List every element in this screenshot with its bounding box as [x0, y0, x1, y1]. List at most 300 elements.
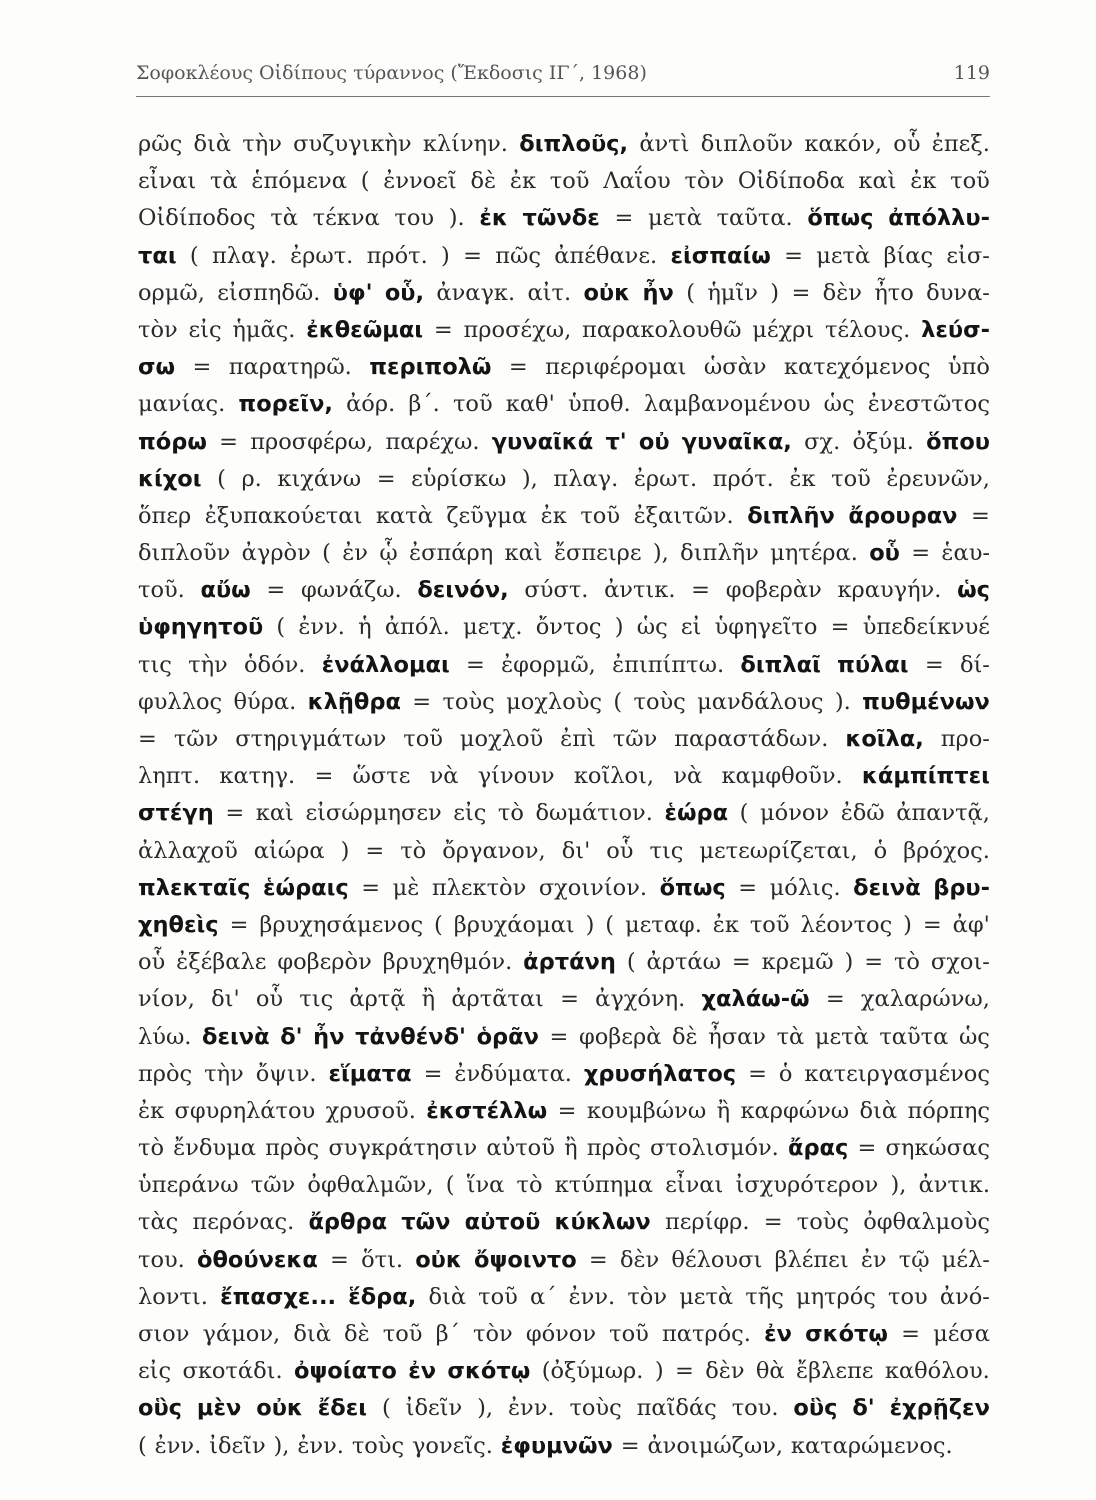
- gloss-word: Λαΐου: [603, 168, 671, 195]
- gloss-word: (: [626, 949, 636, 976]
- gloss-word: εἰσπηδῶ.: [217, 279, 321, 306]
- gloss-word: φυλλος: [138, 688, 223, 715]
- headword: αὐτοῦ: [464, 1209, 541, 1236]
- page-number: 119: [953, 62, 990, 84]
- gloss-word: ἐρωτ.: [633, 465, 698, 492]
- gloss-word: (: [381, 1395, 391, 1422]
- gloss-word: μόνον: [760, 800, 830, 827]
- gloss-word: καθ': [505, 391, 555, 418]
- headword: οὗ: [869, 540, 900, 567]
- gloss-word: τὰς: [138, 1209, 179, 1236]
- gloss-word: ),: [890, 1172, 907, 1199]
- gloss-word: =: [825, 986, 845, 1013]
- gloss-word: Οἰδίποδα: [737, 168, 845, 195]
- gloss-word: =: [614, 205, 634, 232]
- gloss-word: γίνουν: [477, 763, 555, 790]
- gloss-word: αἰώρα: [253, 837, 325, 864]
- gloss-word: =: [361, 874, 381, 901]
- gloss-word: ἵνα: [466, 1172, 505, 1199]
- headword: οὗ,: [384, 279, 425, 306]
- gloss-word: τῶν: [250, 1172, 296, 1199]
- gloss-word: (: [686, 279, 695, 306]
- gloss-word: ἀπέθανε.: [554, 242, 658, 269]
- gloss-word: =: [225, 800, 245, 827]
- headword: γυναῖκα,: [681, 428, 792, 455]
- gloss-word: θύρα.: [233, 688, 297, 715]
- gloss-word: μετχ.: [463, 614, 523, 641]
- gloss-word: =: [620, 1432, 640, 1459]
- gloss-word: ὑφηγεῖτο: [714, 614, 818, 641]
- gloss-word: τὰ: [209, 168, 238, 195]
- gloss-word: τὰ: [776, 1023, 805, 1050]
- gloss-word: ὅπερ: [138, 502, 192, 529]
- headword: κλῇθρα: [307, 688, 401, 715]
- gloss-word: =: [830, 614, 850, 641]
- gloss-word: δὲν: [619, 1246, 660, 1273]
- gloss-word: ἐρευνῶν,: [886, 465, 990, 492]
- gloss-word: ἑαυ-: [941, 540, 990, 567]
- gloss-word: σχοι-: [930, 949, 990, 976]
- headword: ὡς: [957, 577, 990, 604]
- gloss-word: =: [588, 1246, 608, 1273]
- gloss-word: φοβερὰν: [725, 577, 822, 604]
- text-line: [138, 833, 990, 870]
- gloss-word: μὲ: [392, 874, 420, 901]
- gloss-word: τῆς: [745, 1283, 784, 1310]
- gloss-word: πλαγ.: [553, 465, 619, 492]
- gloss-word: περιφέρομαι: [545, 354, 687, 381]
- headword: ἔπασχε...: [220, 1283, 337, 1310]
- gloss-word: ἀπόλ.: [384, 614, 450, 641]
- gloss-word: ): [654, 1358, 664, 1385]
- gloss-word: ἔνδυμα: [173, 1135, 256, 1162]
- gloss-word: πλεκτὸν: [431, 874, 527, 901]
- gloss-word: ἀρτάω: [646, 949, 721, 976]
- gloss-word: παρακολουθῶ: [582, 316, 742, 343]
- gloss-word: εἰσώρμησεν: [305, 800, 442, 827]
- gloss-word: ἐπεξ.: [931, 131, 990, 157]
- gloss-word: φωνάζω.: [300, 577, 402, 604]
- text-line: [138, 312, 990, 349]
- gloss-word: τῶν: [173, 726, 219, 752]
- gloss-word: ὄψιν.: [255, 1060, 317, 1087]
- gloss-word: =: [864, 949, 884, 976]
- headword: ἐκ: [479, 205, 508, 232]
- gloss-word: ὁ: [873, 837, 888, 864]
- gloss-word: ).: [834, 688, 851, 715]
- gloss-word: ᾧ: [379, 540, 398, 567]
- gloss-word: β΄.: [408, 391, 440, 418]
- gloss-word: ἢ: [564, 1135, 578, 1162]
- gloss-word: (: [360, 168, 370, 195]
- headword: δεινὰ: [202, 1023, 270, 1050]
- headword: κάμπίπτει: [861, 763, 990, 790]
- gloss-word: λύω.: [138, 1023, 192, 1050]
- gloss-word: τοῦ.: [138, 577, 185, 604]
- gloss-word: βρυχηθμόν.: [382, 949, 513, 976]
- gloss-word: τὸν: [627, 1283, 668, 1310]
- headword: δ': [852, 1395, 875, 1422]
- gloss-word: τοῦ: [831, 465, 871, 492]
- gloss-word: =: [465, 651, 485, 678]
- text-line: [138, 238, 990, 275]
- headword: πλεκταῖς: [138, 874, 251, 901]
- gloss-word: τοῦ: [580, 502, 621, 529]
- gloss-word: ἀρτᾶται: [451, 986, 544, 1013]
- text-line: [138, 870, 990, 907]
- headword: ται: [138, 242, 177, 269]
- gloss-word: ρ.: [241, 465, 262, 492]
- gloss-word: σιον: [138, 1321, 190, 1347]
- headword: ἄρθρα: [308, 1209, 388, 1236]
- headword: στέγη: [138, 800, 214, 827]
- gloss-word: ὀφθαλμῶν,: [307, 1172, 434, 1199]
- headword: σκότῳ: [447, 1358, 531, 1385]
- gloss-word: παραστάδων.: [674, 726, 829, 752]
- headword: ἀρτάνη: [523, 949, 616, 976]
- text-line: [138, 758, 990, 795]
- gloss-word: α΄: [530, 1283, 557, 1310]
- gloss-word: κακόν,: [804, 131, 883, 157]
- gloss-word: μέλ-: [941, 1246, 990, 1273]
- gloss-word: τις: [649, 837, 684, 864]
- gloss-word: κρεμῶ: [761, 949, 834, 976]
- gloss-word: τοὺς: [633, 688, 686, 715]
- gloss-word: περόνας.: [192, 1209, 295, 1236]
- text-line: [138, 684, 990, 721]
- gloss-word: β΄: [435, 1321, 460, 1347]
- gloss-word: =: [784, 242, 803, 269]
- gloss-word: εὑρίσκω: [411, 465, 507, 492]
- gloss-word: λαμβανομένου: [643, 391, 811, 418]
- gloss-word: τοὺς: [796, 1209, 850, 1236]
- headword: ὅπως: [659, 874, 726, 901]
- gloss-word: ὡς: [958, 1023, 990, 1050]
- text-line: [138, 572, 990, 609]
- gloss-word: θέλουσι: [671, 1246, 763, 1273]
- headword: κύκλων: [554, 1209, 651, 1236]
- gloss-word: εἰ: [680, 614, 702, 641]
- gloss-word: διὰ: [859, 1097, 898, 1124]
- gloss-word: καταρώμενος.: [790, 1432, 953, 1459]
- text-line: [138, 1428, 990, 1465]
- gloss-word: νὰ: [429, 763, 459, 790]
- gloss-word: ),: [652, 540, 669, 567]
- gloss-word: βρυχησάμενος: [259, 911, 424, 938]
- headword: ἕδρα,: [348, 1283, 417, 1310]
- gloss-word: (: [605, 911, 615, 938]
- gloss-word: =: [423, 1060, 443, 1087]
- gloss-word: εἰς: [188, 316, 222, 343]
- text-line: [138, 1390, 990, 1427]
- headword: πορεῖν,: [238, 391, 333, 418]
- gloss-word: μέσα: [933, 1321, 990, 1347]
- gloss-word: ληπτ.: [138, 763, 201, 790]
- headword: ἐκθεῶμαι: [306, 316, 424, 343]
- gloss-word: ἐκ: [789, 465, 816, 492]
- gloss-word: ὑπεράνω: [138, 1172, 239, 1199]
- headword: ἐν: [408, 1358, 437, 1385]
- gloss-word: καρφώνω: [740, 1097, 850, 1124]
- gloss-word: διὰ: [193, 131, 232, 157]
- gloss-word: ἐξέβαλε: [176, 949, 267, 976]
- gloss-word: παρατηρῶ.: [228, 354, 352, 381]
- gloss-word: εἰσ-: [946, 242, 990, 269]
- gloss-word: (: [276, 614, 286, 641]
- headword: οὓς: [793, 1395, 838, 1422]
- gloss-word: ἀγρὸν: [241, 540, 311, 567]
- gloss-word: παρέχω.: [385, 428, 480, 455]
- gloss-word: ἐνδύματα.: [454, 1060, 572, 1087]
- gloss-word: τοῦ: [382, 1321, 423, 1347]
- headword: γυναῖκά: [491, 428, 594, 455]
- gloss-word: ἰδεῖν: [209, 1432, 266, 1459]
- headword: ἑώρα: [664, 800, 729, 827]
- gloss-word: κοῖλοι,: [573, 763, 655, 790]
- gloss-word: ὑπεδείκνυέ: [862, 614, 990, 641]
- gloss-word: λοντι.: [138, 1283, 208, 1310]
- gloss-word: μοχλοὺς: [506, 688, 603, 715]
- gloss-word: τὴν: [188, 651, 228, 678]
- gloss-word: σχοινίον.: [538, 874, 648, 901]
- text-line: [138, 275, 990, 312]
- gloss-word: =: [138, 726, 157, 752]
- gloss-word: εἶναι: [665, 1172, 724, 1199]
- gloss-word: ὄργανον,: [442, 837, 546, 864]
- text-line: [138, 795, 990, 832]
- gloss-word: ορμῶ,: [138, 279, 205, 306]
- gloss-word: ἐνν.: [297, 1432, 344, 1459]
- gloss-word: ),: [273, 1432, 290, 1459]
- gloss-word: ἀναγκ.: [436, 279, 516, 306]
- headword: δεινόν,: [417, 577, 509, 604]
- headword: ἐν: [764, 1321, 792, 1347]
- gloss-word: =: [365, 837, 385, 864]
- gloss-word: =: [549, 1023, 569, 1050]
- gloss-word: =: [557, 1097, 577, 1124]
- gloss-word: ἐξαιτῶν.: [633, 502, 734, 529]
- headword: δ': [280, 1023, 303, 1050]
- gloss-word: χρυσοῦ.: [325, 1097, 416, 1124]
- headword: ὁθούνεκα: [197, 1246, 318, 1273]
- gloss-word: ὡς: [636, 614, 668, 641]
- gloss-word: (: [445, 1172, 455, 1199]
- gloss-word: μετεωρίζεται,: [699, 837, 858, 864]
- gloss-word: ὀξύμ.: [852, 428, 914, 455]
- gloss-word: ὑποθ.: [567, 391, 631, 418]
- gloss-word: τῷ: [898, 1246, 930, 1273]
- gloss-word: ἔσπειρε: [553, 540, 642, 567]
- gloss-word: ζεῦγμα: [446, 502, 528, 529]
- gloss-word: κτύπημα: [554, 1172, 653, 1199]
- gloss-word: μεταφ.: [625, 911, 702, 938]
- gloss-word: μητρός: [795, 1283, 876, 1310]
- gloss-word: τοῦ: [609, 1321, 649, 1347]
- gloss-word: ὑπὸ: [947, 354, 990, 381]
- headword: σκότῳ: [805, 1321, 888, 1347]
- gloss-word: ἐδῶ: [840, 800, 885, 827]
- gloss-word: κιχάνω: [277, 465, 362, 492]
- gloss-word: ἐκ: [910, 168, 937, 195]
- gloss-word: ἔβλεπε: [796, 1358, 874, 1385]
- gloss-word: =: [266, 577, 286, 604]
- gloss-word: ἐξυπακούεται: [204, 502, 363, 529]
- headword: διπλῆν: [747, 502, 835, 529]
- gloss-word: νὰ: [673, 763, 703, 790]
- gloss-word: δὲ: [470, 168, 497, 195]
- gloss-word: μετὰ: [814, 1023, 869, 1050]
- gloss-word: =: [463, 242, 482, 269]
- gloss-word: καμφθοῦν.: [721, 763, 843, 790]
- text-line: [138, 126, 990, 163]
- gloss-word: στηριγμάτων: [235, 726, 387, 752]
- gloss-word: ἐνν.: [507, 1395, 555, 1422]
- headword: οὐκ: [415, 1246, 462, 1273]
- gloss-word: τὴν: [242, 131, 282, 157]
- gloss-word: =: [219, 428, 238, 455]
- headword: ἐνάλλομαι: [321, 651, 450, 678]
- gloss-word: =: [560, 986, 579, 1013]
- headword: διπλαῖ: [740, 651, 821, 678]
- gloss-word: ἀλλαχοῦ: [138, 837, 238, 864]
- gloss-word: ἐν: [860, 1246, 887, 1273]
- text-line: [138, 1056, 990, 1093]
- gloss-word: πλαγ.: [211, 242, 277, 269]
- gloss-word: ἀόρ.: [346, 391, 396, 418]
- header-title: Σοφοκλέους Οἰδίπους τύραννος (Ἔκδοσις ΙΓ΄, 1968): [136, 62, 647, 84]
- gloss-word: βρόχος.: [903, 837, 990, 864]
- gloss-word: οὗ: [255, 986, 284, 1013]
- gloss-word: ): [441, 242, 450, 269]
- headword: πύλαι: [837, 651, 909, 678]
- gloss-word: ): [585, 911, 595, 938]
- gloss-word: πρότ.: [366, 242, 428, 269]
- gloss-word: (: [739, 800, 749, 827]
- gloss-word: ἀπαντᾷ,: [896, 800, 990, 827]
- gloss-word: κουμβώνω: [586, 1097, 707, 1124]
- headword: πόρω: [138, 428, 207, 455]
- gloss-word: =: [229, 911, 249, 938]
- gloss-word: (: [613, 688, 623, 715]
- gloss-word: (ὀξύμωρ.: [541, 1358, 644, 1385]
- text-line: [138, 498, 990, 535]
- gloss-word: =: [922, 911, 942, 938]
- headword: οὐκ: [583, 279, 631, 306]
- gloss-word: μόλις.: [769, 874, 841, 901]
- gloss-word: ἡμῖν: [707, 279, 758, 306]
- headword: διπλοῦς,: [519, 131, 629, 157]
- gloss-word: ὁδόν.: [243, 651, 306, 678]
- headword: οὓς: [138, 1395, 182, 1422]
- headword: οὐκ: [256, 1395, 303, 1422]
- gloss-word: εἰς: [453, 800, 487, 827]
- gloss-word: πῶς: [495, 242, 541, 269]
- gloss-word: κραυγήν.: [837, 577, 942, 604]
- gloss-word: ἐννοεῖ: [383, 168, 457, 195]
- gloss-word: ἰσχυρότερον: [735, 1172, 879, 1199]
- header-rule: [136, 96, 990, 97]
- gloss-word: ἐκ: [138, 1097, 165, 1124]
- gloss-word: =: [508, 354, 528, 381]
- text-line: [138, 1093, 990, 1130]
- gloss-word: (: [433, 911, 443, 938]
- gloss-word: καθόλου.: [884, 1358, 990, 1385]
- gloss-word: τὸ: [893, 949, 920, 976]
- text-line: [138, 1167, 990, 1204]
- text-line: [138, 1242, 990, 1279]
- gloss-word: του.: [731, 1395, 779, 1422]
- gloss-word: μετὰ: [816, 242, 871, 269]
- headword: ὅπως: [807, 205, 874, 232]
- gloss-word: =: [691, 577, 711, 604]
- gloss-word: ἢ: [421, 986, 436, 1013]
- gloss-word: διπλῆν: [680, 540, 759, 567]
- gloss-word: κατειργασμένος: [804, 1060, 990, 1087]
- gloss-word: ἑπόμενα: [251, 168, 347, 195]
- gloss-word: τοὺς: [351, 1432, 405, 1459]
- gloss-word: δὲ: [344, 1321, 370, 1347]
- gloss-word: τοῦ: [950, 168, 990, 195]
- gloss-word: τὴν: [204, 1060, 244, 1087]
- gloss-word: σχ.: [804, 428, 841, 455]
- gloss-word: ): [903, 911, 912, 938]
- gloss-word: μέχρι: [752, 316, 815, 343]
- gloss-word: τοῦ: [549, 168, 590, 195]
- gloss-word: τοῦ: [452, 391, 493, 418]
- gloss-word: =: [731, 949, 751, 976]
- text-line: [138, 1204, 990, 1241]
- gloss-word: ἐρωτ.: [290, 242, 354, 269]
- gloss-word: ἐκ: [540, 502, 567, 529]
- headword: δεινὰ: [853, 874, 921, 901]
- gloss-word: ἀνό-: [939, 1283, 990, 1310]
- headword: ὑφηγητοῦ: [138, 614, 264, 641]
- headword: βρυ-: [933, 874, 990, 901]
- gloss-word: =: [314, 763, 334, 790]
- text-line: [138, 647, 990, 684]
- text-line: [138, 907, 990, 944]
- gloss-word: φόνον: [525, 1321, 597, 1347]
- gloss-word: =: [763, 1209, 783, 1236]
- gloss-word: δωμάτιον.: [535, 800, 653, 827]
- gloss-word: κλίνην.: [422, 131, 508, 157]
- gloss-word: δι': [561, 837, 591, 864]
- gloss-word: προ-: [940, 726, 990, 752]
- headword: ἐφυμνῶν: [500, 1432, 613, 1459]
- headword: ὁρᾶν: [476, 1023, 539, 1050]
- gloss-word: ἦτο: [874, 279, 914, 306]
- gloss-word: φοβερὰ: [579, 1023, 662, 1050]
- text-line: [138, 1130, 990, 1167]
- gloss-word: μετὰ: [679, 1283, 734, 1310]
- gloss-word: ὀφθαλμοὺς: [863, 1209, 990, 1236]
- gloss-word: νίον,: [138, 986, 195, 1013]
- gloss-word: φοβερὸν: [277, 949, 372, 976]
- gloss-word: διὰ: [293, 1321, 331, 1347]
- headword: χηθεὶς: [138, 911, 219, 938]
- gloss-word: ἐκ: [712, 911, 739, 938]
- gloss-word: δὲ: [672, 1023, 698, 1050]
- gloss-word: δὲν: [822, 279, 862, 306]
- text-line: [138, 1279, 990, 1316]
- gloss-word: μανδάλους: [697, 688, 824, 715]
- headword: ἐχρῇζεν: [889, 1395, 990, 1422]
- gloss-word: τῶν: [612, 726, 658, 752]
- gloss-word: λέοντος: [800, 911, 893, 938]
- text-line: [138, 1353, 990, 1390]
- gloss-word: καὶ: [858, 168, 897, 195]
- text-line: [138, 200, 990, 237]
